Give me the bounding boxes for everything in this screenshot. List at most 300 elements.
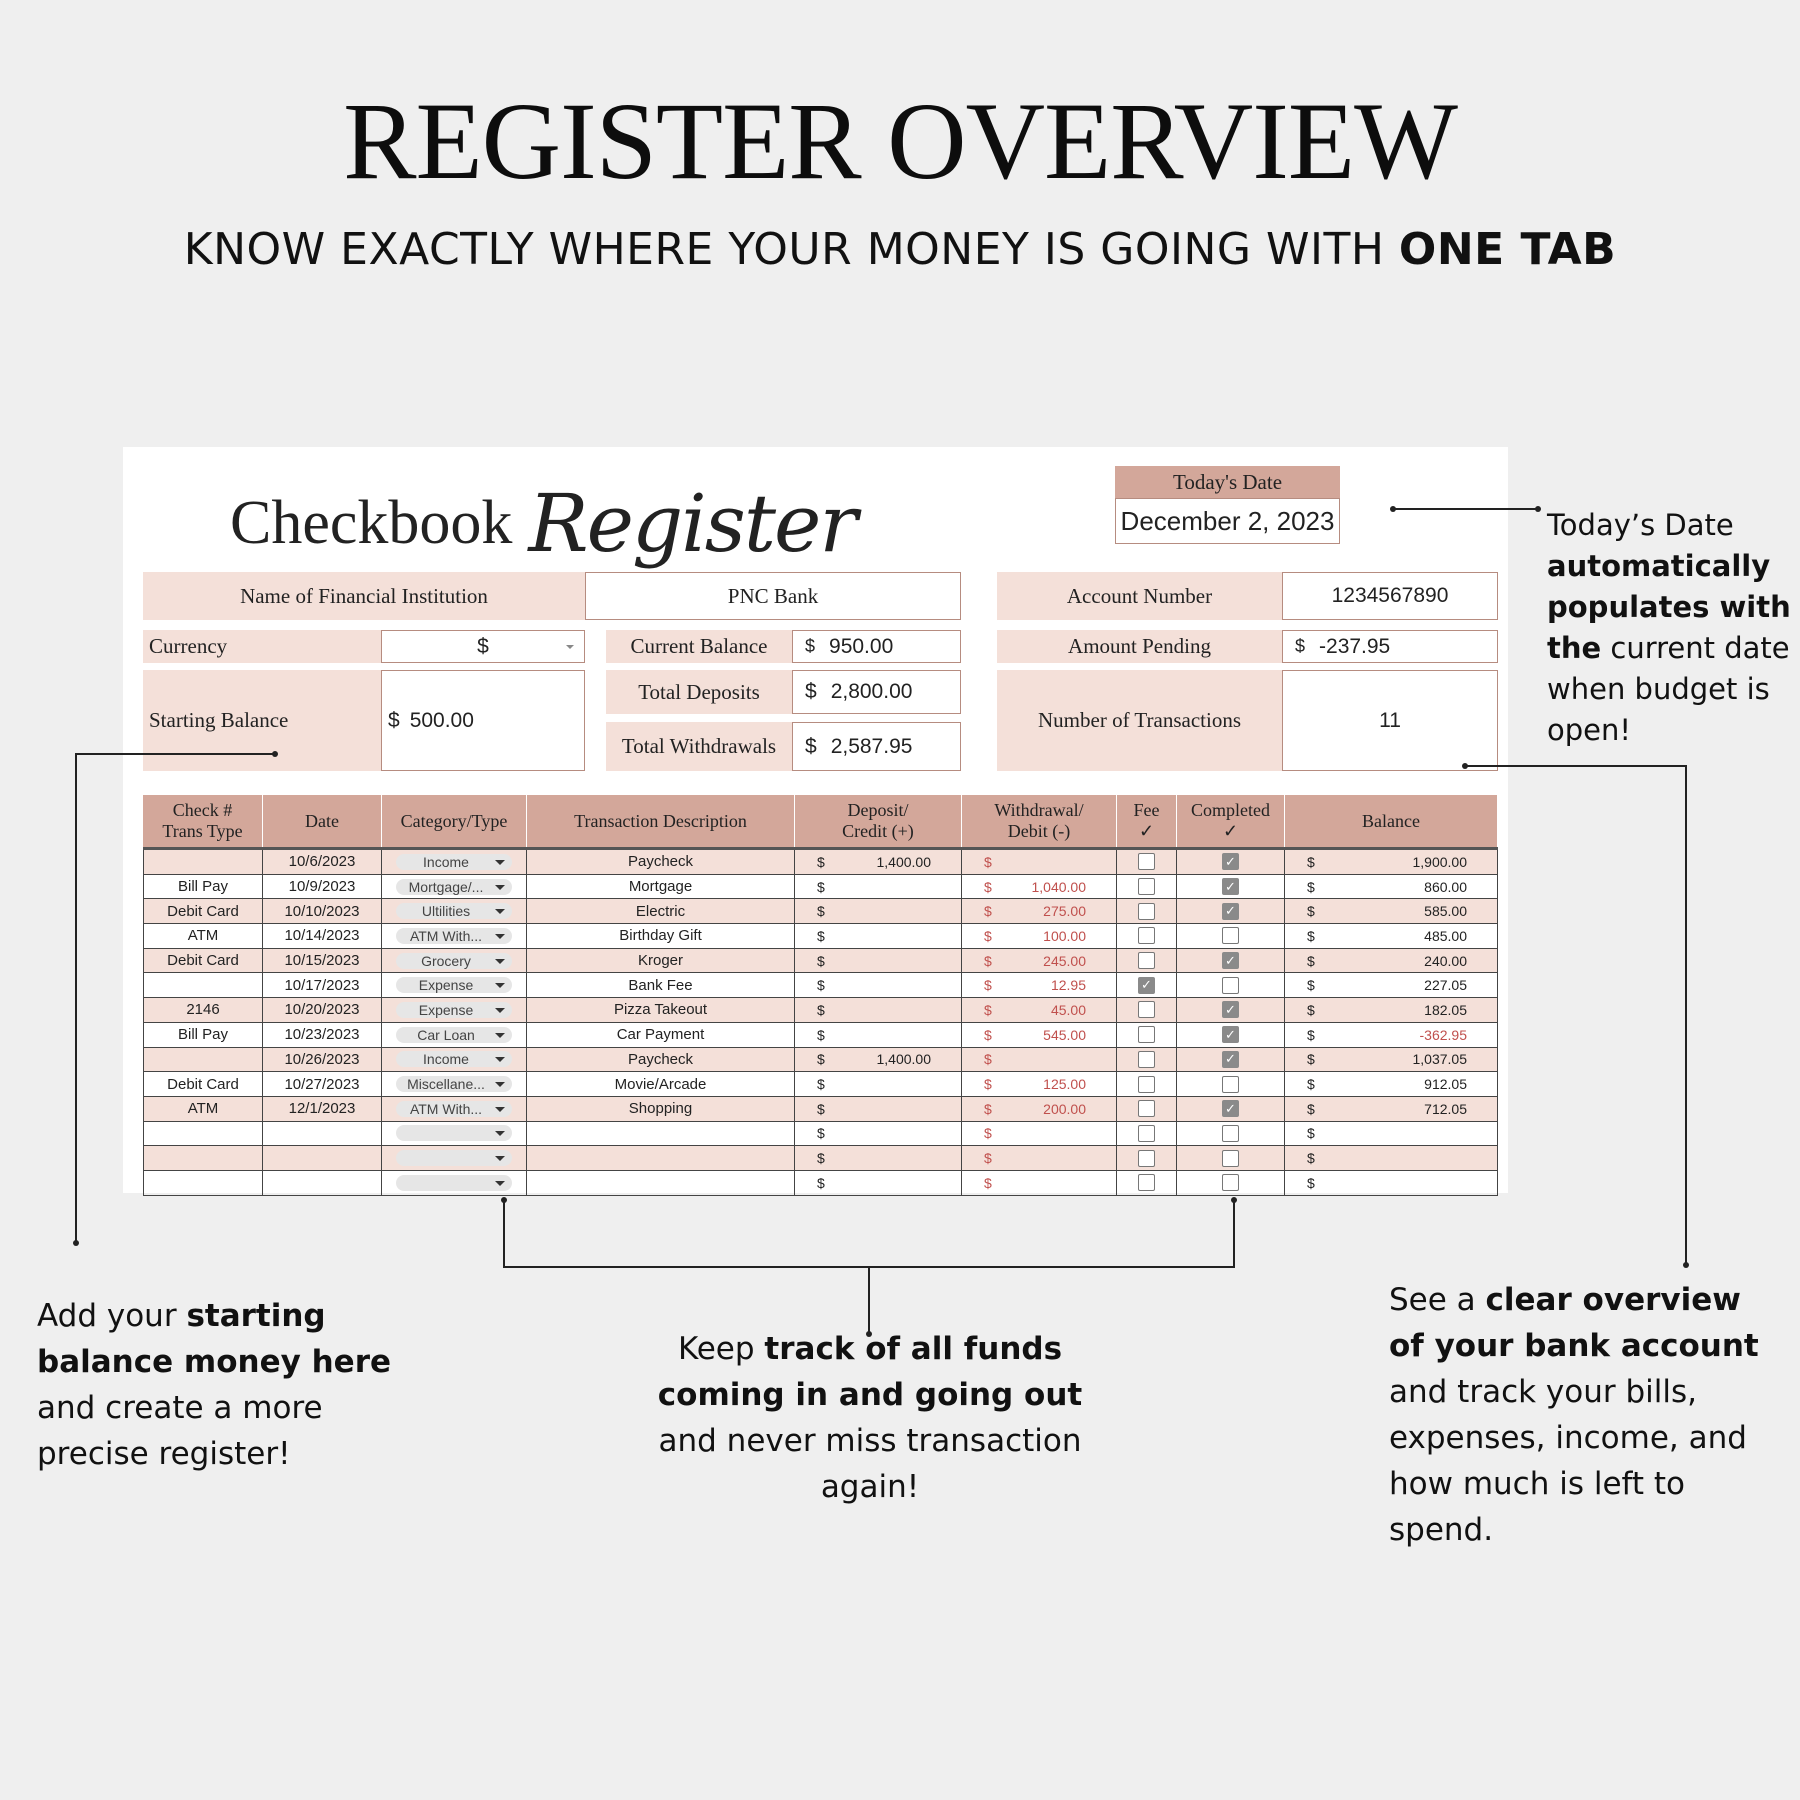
cell-description[interactable] [527,1146,795,1170]
cell-completed [1177,924,1285,948]
category-dropdown[interactable] [396,879,512,895]
chevron-down-icon [495,860,505,865]
cell-description[interactable] [527,1122,795,1146]
cell-deposit[interactable] [795,1097,962,1121]
category-text: Mortgage/... [408,878,484,895]
cell-check-type[interactable] [143,1146,263,1170]
trans-type-text: ATM [187,1100,219,1118]
currency-symbol: $ [817,927,825,944]
cell-category[interactable] [382,998,527,1022]
cell-date[interactable] [263,924,382,948]
column-header-withdrawal: Withdrawal/ Debit (-) [962,795,1117,847]
currency-symbol: $ [984,1001,992,1018]
cell-deposit[interactable] [795,1048,962,1072]
cell-description[interactable] [527,998,795,1022]
currency-symbol: $ [984,1026,992,1043]
completed-checkbox[interactable]: ✓ [1222,1051,1239,1068]
connector-dot [272,751,278,757]
cell-category[interactable] [382,850,527,874]
cell-check-type[interactable] [143,1122,263,1146]
cell-fee [1117,1171,1177,1195]
cell-date[interactable] [263,973,382,997]
cell-category[interactable] [382,1146,527,1170]
balance-amount: 912.05 [1424,1076,1467,1093]
cell-balance [1285,899,1498,923]
trans-type-text: ATM [187,927,219,945]
cell-description[interactable] [527,1023,795,1047]
connector-line [75,753,77,1243]
cell-category[interactable] [382,1048,527,1072]
cell-check-type[interactable] [143,875,263,899]
cell-deposit[interactable] [795,1146,962,1170]
cell-date[interactable] [263,949,382,973]
cell-withdrawal[interactable] [962,1171,1117,1195]
cell-date[interactable] [263,875,382,899]
annotation-overview [1389,1277,1759,1553]
fee-checkbox[interactable] [1138,1125,1155,1142]
description-text: Movie/Arcade [614,1075,707,1093]
cell-check-type[interactable] [143,1171,263,1195]
table-row [143,1023,1498,1048]
cell-category[interactable] [382,924,527,948]
cell-withdrawal[interactable] [962,1023,1117,1047]
cell-check-type[interactable] [143,1048,263,1072]
cell-completed [1177,973,1285,997]
category-dropdown[interactable] [396,977,512,993]
currency-symbol: $ [805,680,817,703]
cell-deposit[interactable] [795,875,962,899]
category-dropdown[interactable] [396,953,512,969]
completed-checkbox[interactable] [1222,1150,1239,1167]
amount-pending-amount: -237.95 [1319,634,1391,658]
completed-checkbox[interactable] [1222,927,1239,944]
trans-type-text: Debit Card [167,952,239,970]
column-header-check-type: Check # Trans Type [143,795,263,847]
deposit-amount: 1,400.00 [876,1051,931,1068]
table-row [143,1122,1498,1147]
cell-fee [1117,1023,1177,1047]
currency-symbol: $ [984,1076,992,1093]
cell-completed [1177,1122,1285,1146]
withdrawal-amount: 100.00 [1043,927,1086,944]
chevron-down-icon [495,934,505,939]
cell-withdrawal[interactable] [962,949,1117,973]
annotation-text: See a [1389,1282,1486,1318]
annotation-funds [640,1326,1100,1510]
category-text: Car Loan [417,1026,475,1043]
currency-symbol: $ [817,952,825,969]
cell-category[interactable] [382,1122,527,1146]
cell-withdrawal[interactable] [962,924,1117,948]
annotation-text: Today’s Date [1547,508,1734,542]
balance-amount: 712.05 [1424,1100,1467,1117]
category-dropdown[interactable] [396,854,512,870]
num-transactions-label: Number of Transactions [997,670,1282,771]
date-text: 10/17/2023 [284,976,360,994]
date-text: 10/14/2023 [284,927,360,945]
connector-dot [73,1240,79,1246]
annotation-text: and never miss transaction again! [658,1423,1082,1505]
cell-date[interactable] [263,899,382,923]
withdrawal-amount: 1,040.00 [1031,878,1086,895]
column-header-description: Transaction Description [527,795,795,847]
date-text: 10/20/2023 [284,1001,360,1019]
cell-withdrawal[interactable] [962,1048,1117,1072]
date-text: 10/9/2023 [288,878,356,896]
connector-dot [1462,763,1468,769]
cell-check-type[interactable] [143,1072,263,1096]
cell-category[interactable] [382,1171,527,1195]
cell-completed [1177,1097,1285,1121]
cell-withdrawal[interactable] [962,1146,1117,1170]
cell-withdrawal[interactable] [962,1097,1117,1121]
currency-symbol: $ [1307,903,1315,920]
currency-symbol: $ [984,903,992,920]
table-row [143,1171,1498,1196]
cell-description[interactable] [527,850,795,874]
column-header-category: Category/Type [382,795,527,847]
currency-symbol: $ [817,1150,825,1167]
category-text: Expense [418,1001,474,1018]
description-text: Bank Fee [628,976,693,994]
currency-symbol: $ [984,1174,992,1191]
cell-check-type[interactable] [143,998,263,1022]
completed-checkbox[interactable]: ✓ [1222,1001,1239,1018]
annotation-text: clear overview of your bank account [1389,1282,1759,1364]
total-deposits-value [792,670,961,714]
cell-balance [1285,1122,1498,1146]
page-subhead [0,224,1800,275]
starting-balance-label: Starting Balance [143,670,381,771]
cell-check-type[interactable] [143,924,263,948]
currency-symbol: $ [1307,927,1315,944]
table-row [143,1048,1498,1073]
connector-line [1393,508,1537,510]
cell-check-type[interactable] [143,973,263,997]
completed-checkbox[interactable] [1222,1174,1239,1191]
logo-word-register: Register [528,477,856,570]
cell-balance [1285,924,1498,948]
cell-withdrawal[interactable] [962,850,1117,874]
cell-completed [1177,1146,1285,1170]
completed-checkbox[interactable]: ✓ [1222,1100,1239,1117]
deposit-amount: 1,400.00 [876,853,931,870]
cell-deposit[interactable] [795,973,962,997]
cell-date[interactable] [263,1048,382,1072]
cell-balance [1285,1023,1498,1047]
column-header-fee: Fee ✓ [1117,795,1177,847]
description-text: Car Payment [616,1026,705,1044]
cell-check-type[interactable] [143,1097,263,1121]
cell-deposit[interactable] [795,1072,962,1096]
completed-checkbox[interactable] [1222,1076,1239,1093]
total-withdrawals-amount: 2,587.95 [830,734,913,758]
category-dropdown[interactable] [396,1076,512,1092]
fee-checkbox[interactable] [1138,1076,1155,1093]
completed-checkbox[interactable]: ✓ [1222,903,1239,920]
currency-select[interactable] [381,630,585,663]
fee-checkbox[interactable] [1138,1001,1155,1018]
todays-date-label: Today's Date [1115,466,1340,498]
currency-symbol: $ [984,1150,992,1167]
fee-checkbox[interactable] [1138,903,1155,920]
fee-checkbox[interactable] [1138,853,1155,870]
table-row [143,1146,1498,1171]
cell-check-type[interactable] [143,850,263,874]
connector-line [75,753,277,755]
description-text: Paycheck [627,853,694,871]
description-text: Pizza Takeout [613,1001,708,1019]
cell-withdrawal[interactable] [962,973,1117,997]
cell-date[interactable] [263,1072,382,1096]
cell-date[interactable] [263,1146,382,1170]
cell-balance [1285,1171,1498,1195]
cell-deposit[interactable] [795,850,962,874]
date-text: 10/6/2023 [288,853,356,871]
cell-date[interactable] [263,1097,382,1121]
amount-pending-label: Amount Pending [997,630,1282,663]
todays-date-value[interactable]: December 2, 2023 [1115,498,1340,544]
total-deposits-amount: 2,800.00 [830,680,913,703]
fee-checkbox[interactable] [1138,878,1155,895]
chevron-down-icon [495,909,505,914]
currency-symbol: $ [1295,636,1306,656]
cell-description[interactable] [527,875,795,899]
cell-date[interactable] [263,1171,382,1195]
currency-symbol: $ [984,1051,992,1068]
checkbook-sheet [123,447,1508,1193]
cell-fee [1117,850,1177,874]
category-dropdown[interactable] [396,1002,512,1018]
cell-category[interactable] [382,1072,527,1096]
column-header-date: Date [263,795,382,847]
chevron-down-icon [495,1033,505,1038]
completed-checkbox[interactable]: ✓ [1222,853,1239,870]
current-balance-value [792,630,961,663]
currency-symbol: $ [1307,1026,1315,1043]
logo-word-checkbook: Checkbook [230,489,513,557]
balance-amount: 1,900.00 [1412,853,1467,870]
currency-symbol: $ [1307,878,1315,895]
category-dropdown[interactable] [396,1125,512,1141]
completed-checkbox[interactable]: ✓ [1222,1026,1239,1043]
currency-symbol: $ [1307,1001,1315,1018]
currency-symbol: $ [984,952,992,969]
category-text: Expense [418,977,474,994]
account-number-label: Account Number [997,572,1282,620]
starting-balance-input[interactable] [381,670,585,771]
cell-fee [1117,924,1177,948]
table-row [143,875,1498,900]
cell-date[interactable] [263,1023,382,1047]
currency-symbol: $ [1307,1100,1315,1117]
cell-check-type[interactable] [143,949,263,973]
fee-checkbox[interactable] [1138,1026,1155,1043]
connector-line [1233,1200,1235,1268]
connector-line [868,1266,870,1334]
institution-label: Name of Financial Institution [143,572,585,620]
cell-balance [1285,1048,1498,1072]
cell-category[interactable] [382,875,527,899]
cell-description[interactable] [527,1072,795,1096]
register-table [143,795,1498,1196]
num-transactions-value: 11 [1282,670,1498,771]
account-number-value[interactable]: 1234567890 [1282,572,1498,620]
table-row [143,1072,1498,1097]
cell-category[interactable] [382,973,527,997]
category-text: ATM With... [409,1100,483,1117]
chevron-down-icon [495,1082,505,1087]
cell-date[interactable] [263,998,382,1022]
currency-symbol: $ [817,1174,825,1191]
cell-withdrawal[interactable] [962,998,1117,1022]
total-withdrawals-value [792,722,961,771]
cell-category[interactable] [382,1023,527,1047]
checkbook-logo [230,477,856,570]
cell-withdrawal[interactable] [962,1122,1117,1146]
annotation-text: and create a more precise register! [37,1390,323,1472]
withdrawal-amount: 245.00 [1043,952,1086,969]
category-dropdown[interactable] [396,1175,512,1191]
description-text: Mortgage [628,878,693,896]
register-header [143,795,1498,847]
chevron-down-icon [566,645,574,649]
fee-checkbox[interactable] [1138,1150,1155,1167]
cell-date[interactable] [263,1122,382,1146]
cell-description[interactable] [527,1097,795,1121]
currency-symbol: $ [1307,853,1315,870]
table-row [143,1097,1498,1122]
category-dropdown[interactable] [396,903,512,919]
cell-completed [1177,1048,1285,1072]
currency-symbol: $ [388,708,400,732]
cell-deposit[interactable] [795,1023,962,1047]
institution-value[interactable]: PNC Bank [585,572,961,620]
category-text: ATM With... [409,927,483,944]
register-body [143,847,1498,1196]
fee-checkbox[interactable] [1138,1100,1155,1117]
annotation-todays-date [1547,505,1797,751]
balance-amount: 227.05 [1424,977,1467,994]
cell-description[interactable] [527,924,795,948]
current-balance-label: Current Balance [606,630,792,663]
cell-deposit[interactable] [795,1171,962,1195]
cell-description[interactable] [527,973,795,997]
category-text: Grocery [421,952,471,969]
category-text: Income [423,1051,469,1068]
cell-completed [1177,1072,1285,1096]
cell-deposit[interactable] [795,949,962,973]
cell-deposit[interactable] [795,899,962,923]
withdrawal-amount: 275.00 [1043,903,1086,920]
annotation-starting-balance [37,1293,407,1477]
cell-completed [1177,1023,1285,1047]
completed-checkbox[interactable]: ✓ [1222,952,1239,969]
cell-description[interactable] [527,1171,795,1195]
fee-checkbox[interactable] [1138,1051,1155,1068]
connector-line [503,1200,505,1268]
date-text: 10/27/2023 [284,1075,360,1093]
column-header-balance: Balance [1285,795,1498,847]
fee-checkbox[interactable] [1138,927,1155,944]
currency-symbol: $ [817,903,825,920]
annotation-text: automatically populates with the [1547,549,1791,665]
category-dropdown[interactable] [396,928,512,944]
table-row [143,924,1498,949]
cell-completed [1177,1171,1285,1195]
currency-symbol: $ [984,1125,992,1142]
cell-date[interactable] [263,850,382,874]
cell-deposit[interactable] [795,924,962,948]
connector-line [1465,765,1687,767]
completed-checkbox[interactable]: ✓ [1222,878,1239,895]
currency-symbol: $ [805,636,816,656]
chevron-down-icon [495,1181,505,1186]
cell-description[interactable] [527,1048,795,1072]
page-headline: REGISTER OVERVIEW [343,80,1457,202]
category-dropdown[interactable] [396,1101,512,1117]
cell-deposit[interactable] [795,998,962,1022]
chevron-down-icon [495,1107,505,1112]
table-row [143,973,1498,998]
cell-completed [1177,998,1285,1022]
cell-description[interactable] [527,949,795,973]
category-text: Income [423,853,469,870]
currency-symbol: $ [984,977,992,994]
completed-checkbox[interactable] [1222,1125,1239,1142]
cell-category[interactable] [382,949,527,973]
cell-withdrawal[interactable] [962,875,1117,899]
currency-symbol: $ [984,1100,992,1117]
trans-type-text: Bill Pay [177,878,229,896]
chevron-down-icon [495,1057,505,1062]
description-text: Kroger [637,952,684,970]
connector-dot [501,1197,507,1203]
description-text: Birthday Gift [619,927,702,945]
cell-category[interactable] [382,899,527,923]
category-dropdown[interactable] [396,1027,512,1043]
currency-symbol: $ [817,1125,825,1142]
currency-symbol: $ [817,1026,825,1043]
connector-dot [1535,506,1541,512]
balance-amount: -362.95 [1419,1026,1467,1043]
cell-description[interactable] [527,899,795,923]
cell-withdrawal[interactable] [962,1072,1117,1096]
cell-fee [1117,875,1177,899]
cell-withdrawal[interactable] [962,899,1117,923]
fee-checkbox[interactable] [1138,952,1155,969]
currency-symbol: $ [817,977,825,994]
completed-checkbox[interactable] [1222,977,1239,994]
category-dropdown[interactable] [396,1051,512,1067]
cell-balance [1285,1146,1498,1170]
category-dropdown[interactable] [396,1150,512,1166]
table-row [143,850,1498,875]
currency-symbol: $ [1307,1174,1315,1191]
cell-deposit[interactable] [795,1122,962,1146]
fee-checkbox[interactable] [1138,1174,1155,1191]
cell-balance [1285,875,1498,899]
category-text: Miscellane... [407,1076,485,1093]
withdrawal-amount: 125.00 [1043,1076,1086,1093]
cell-category[interactable] [382,1097,527,1121]
fee-checkbox[interactable]: ✓ [1138,977,1155,994]
currency-label: Currency [143,630,381,663]
cell-check-type[interactable] [143,1023,263,1047]
column-header-deposit: Deposit/ Credit (+) [795,795,962,847]
date-text: 10/15/2023 [284,952,360,970]
cell-check-type[interactable] [143,899,263,923]
